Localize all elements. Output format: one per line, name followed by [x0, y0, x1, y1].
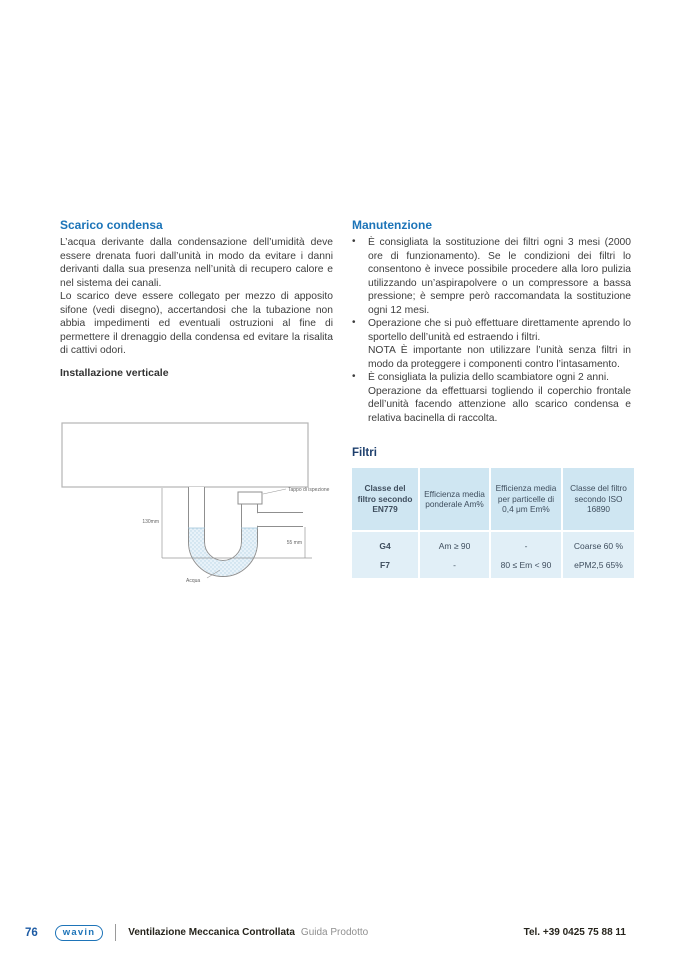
- footer-subtitle: Guida Prodotto: [300, 927, 369, 938]
- bullet-text: Operazione che si può effettuare direttamente aprendo lo sportello dell’unità ed estraendo i filtri.: [368, 318, 631, 343]
- label-seal: 55 mm: [286, 540, 302, 546]
- filters-table: [352, 468, 630, 578]
- footer-title: Ventilazione Meccanica Controllata: [128, 927, 295, 938]
- bullet-item: [348, 371, 631, 425]
- bullet-item: [348, 236, 631, 317]
- section-heading-manutenzione: Manutenzione: [352, 218, 432, 232]
- bullet-text: È consigliata la pulizia dello scambiatore ogni 2 anni.: [368, 372, 609, 383]
- table-cell: Am ≥ 90: [438, 540, 471, 551]
- label-acqua: Acqua: [186, 578, 201, 584]
- bullet-text: È consigliata la sostituzione dei filtri ogni 3 mesi (2000 ore di funzionamento). Se le condizioni dei filtri lo consentono è invece possibile procedere alla loro pulizia utilizzando un’aspirapolvere o un compressore a bassa pressione; è sempre però raccomandata la sostituzione ogni 12 mesi.: [368, 237, 631, 316]
- wavin-logo: wavin: [55, 925, 103, 941]
- table-cell: -: [524, 540, 528, 551]
- bullet-note: NOTA È importante non utilizzare l’unità senza filtri in modo da proteggere i componenti contro l’intasamento.: [368, 345, 631, 370]
- table-column: [563, 468, 634, 578]
- bullet-item: [348, 317, 631, 371]
- section-heading-scarico: Scarico condensa: [60, 218, 163, 232]
- footer-phone: Tel. +39 0425 75 88 11: [523, 927, 626, 938]
- section-heading-filtri: Filtri: [352, 447, 377, 459]
- table-body-cell: [352, 532, 418, 578]
- unit-box: [62, 423, 308, 487]
- filters-section: [352, 447, 630, 578]
- table-cell: 80 ≤ Em < 90: [500, 559, 552, 570]
- siphon-diagram: [60, 420, 332, 590]
- table-cell: -: [453, 559, 456, 570]
- label-height: 130mm: [142, 519, 159, 525]
- table-column: [491, 468, 561, 578]
- bullet-icon: •: [352, 236, 356, 247]
- table-cell: ePM2,5 65%: [574, 559, 623, 570]
- paragraph: Lo scarico deve essere collegato per mezzo di apposito sifone (vedi disegno), accertandosi che la tubazione non abbia impedimenti ed eventuali ostruzioni al fine di permettere il drenaggio della condensa ed evitare la risalita di cattivi odori.: [60, 291, 333, 356]
- table-header-cell: Classe del filtro secondo EN779: [352, 468, 418, 530]
- table-body-cell: [420, 532, 489, 578]
- label-tappo: Tappo di ispezione: [288, 487, 330, 493]
- subheading-installazione: Installazione verticale: [60, 367, 169, 379]
- inspection-cap: [238, 492, 262, 504]
- page-footer: [0, 924, 678, 941]
- bullet-text: Operazione da effettuarsi togliendo il coperchio frontale dell’unità facendo attenzione allo scarico condensa e relativa bacinella di raccolta.: [368, 385, 631, 424]
- page-number: 76: [25, 926, 38, 939]
- left-column: [60, 218, 333, 358]
- table-body-cell: [491, 532, 561, 578]
- right-column: [348, 218, 631, 425]
- table-body-cell: [563, 532, 634, 578]
- outlet-pipe-interior: [257, 513, 303, 526]
- table-column: [352, 468, 418, 578]
- table-column: [420, 468, 489, 578]
- bullet-icon: •: [352, 317, 356, 328]
- bullet-icon: •: [352, 371, 356, 382]
- table-header-cell: Efficienza media ponderale Am%: [420, 468, 489, 530]
- table-cell: G4: [379, 540, 391, 551]
- table-cell: Coarse 60 %: [573, 540, 624, 551]
- footer-divider: [115, 924, 116, 941]
- table-cell: F7: [380, 559, 390, 570]
- paragraph: L’acqua derivante dalla condensazione dell’umidità deve essere drenata fuori dall’unità in modo da evitare i danni derivanti dalla sua presenza nell’unità di recupero calore e nel sistema dei canali.: [60, 237, 333, 289]
- table-header-cell: Efficienza media per particelle di 0,4 μm Em%: [491, 468, 561, 530]
- table-header-cell: Classe del filtro secondo ISO 16890: [563, 468, 634, 530]
